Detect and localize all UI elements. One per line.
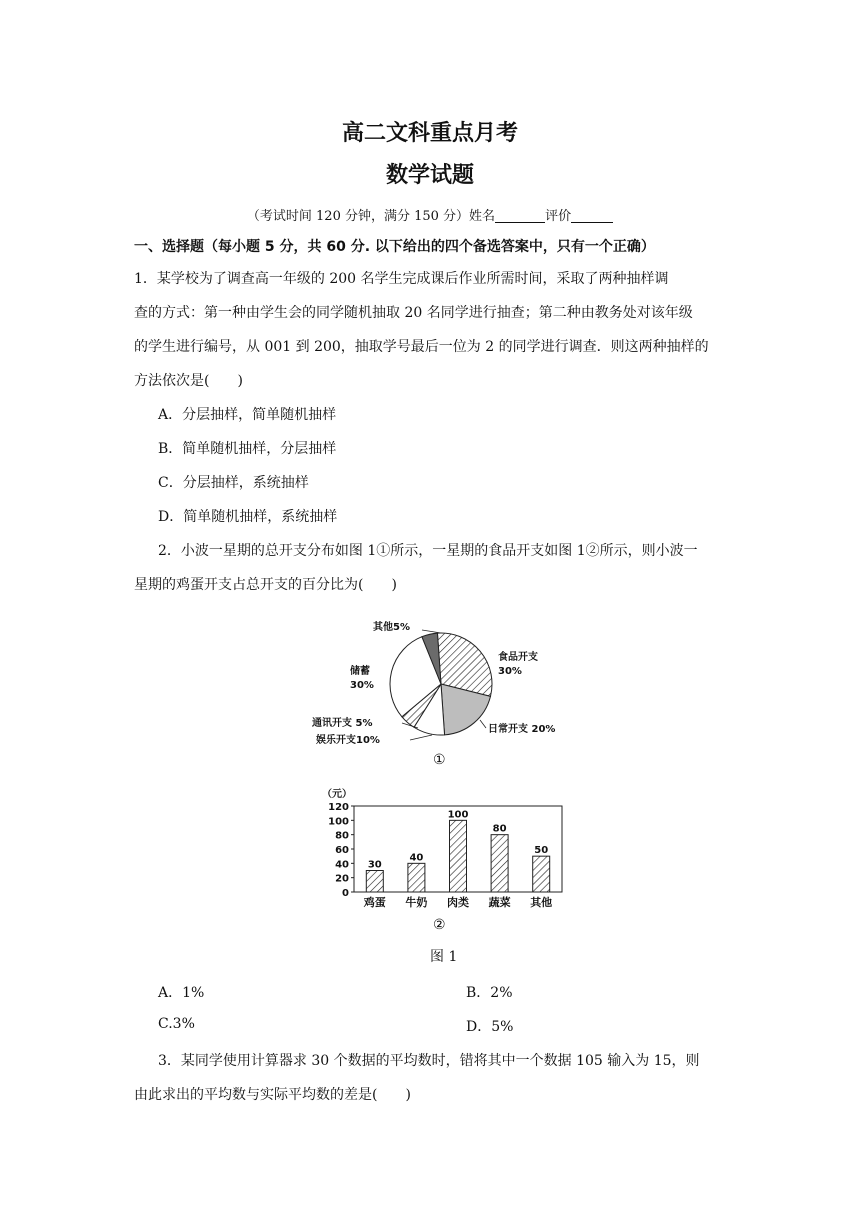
pie-chart-caption: ① bbox=[433, 752, 446, 768]
bar bbox=[366, 871, 383, 893]
name-blank[interactable] bbox=[495, 208, 545, 223]
pie-slice-label: 通讯开支 5% bbox=[312, 718, 373, 729]
y-tick-label: 80 bbox=[335, 830, 349, 842]
figure-caption: 图 1 bbox=[430, 949, 458, 965]
bar-value-label: 30 bbox=[367, 859, 382, 871]
pie-slice-label: 其他5% bbox=[373, 622, 410, 633]
q2-option-a[interactable]: A．1% bbox=[158, 985, 205, 1001]
q2-line-2: 星期的鸡蛋开支占总开支的百分比为( ) bbox=[134, 577, 397, 593]
q3-line-2: 由此求出的平均数与实际平均数的差是( ) bbox=[134, 1087, 411, 1103]
exam-info-prefix: （考试时间 120 分钟，满分 150 分）姓名 bbox=[246, 209, 496, 224]
bar-value-label: 40 bbox=[409, 852, 424, 864]
bar bbox=[450, 820, 467, 892]
bar-value-label: 100 bbox=[447, 809, 469, 821]
q3-line-1: 3．某同学使用计算器求 30 个数据的平均数时，错将其中一个数据 105 输入为 15，则 bbox=[158, 1053, 700, 1069]
bar bbox=[533, 856, 550, 892]
pie-chart bbox=[310, 612, 610, 772]
bar bbox=[408, 863, 425, 892]
q2-option-d[interactable]: D．5% bbox=[466, 1019, 514, 1035]
q2-option-b[interactable]: B．2% bbox=[466, 985, 513, 1001]
y-tick-label: 0 bbox=[342, 888, 349, 899]
y-tick-label: 20 bbox=[335, 873, 349, 885]
y-tick-label: 100 bbox=[328, 816, 349, 828]
y-tick-label: 60 bbox=[335, 845, 349, 856]
bar-chart bbox=[318, 788, 578, 918]
pie-slice-label: 食品开支 30% bbox=[498, 652, 538, 677]
pie-leader-line bbox=[422, 630, 441, 633]
q1-line-3: 的学生进行编号，从 001 到 200，抽取学号最后一位为 2 的同学进行调查．则这两种抽样的 bbox=[134, 339, 709, 355]
grade-blank[interactable] bbox=[571, 208, 613, 223]
pie-slice-label: 娱乐开支10% bbox=[316, 735, 380, 746]
q1-line-1: 1．某学校为了调查高一年级的 200 名学生完成课后作业所需时间，采取了两种抽样调 bbox=[134, 271, 669, 287]
pie-slice-label: 储蓄 30% bbox=[350, 666, 374, 691]
q2-line-1: 2．小波一星期的总开支分布如图 1①所示，一星期的食品开支如图 1②所示，则小波一 bbox=[158, 543, 698, 559]
x-category-label: 肉类 bbox=[447, 896, 469, 909]
pie-slice-label: 日常开支 20% bbox=[488, 724, 556, 735]
exam-info-grade: 评价 bbox=[545, 209, 572, 224]
bar-value-label: 80 bbox=[492, 823, 507, 835]
q1-option-d[interactable]: D．简单随机抽样，系统抽样 bbox=[158, 509, 338, 525]
q1-option-b[interactable]: B．简单随机抽样，分层抽样 bbox=[158, 441, 337, 457]
exam-info bbox=[0, 205, 860, 224]
x-category-label: 其他 bbox=[530, 896, 553, 909]
section-heading: 一、选择题（每小题 5 分，共 60 分. 以下给出的四个备选答案中，只有一个正确） bbox=[134, 239, 655, 255]
q1-line-4: 方法依次是( ) bbox=[134, 373, 243, 389]
x-category-label: 蔬菜 bbox=[488, 896, 511, 909]
y-tick-label: 120 bbox=[328, 802, 349, 813]
pie-leader-line bbox=[410, 735, 432, 740]
q1-option-c[interactable]: C．分层抽样，系统抽样 bbox=[158, 475, 309, 491]
x-category-label: 牛奶 bbox=[405, 896, 428, 909]
bar bbox=[491, 835, 508, 892]
q1-option-a[interactable]: A．分层抽样，简单随机抽样 bbox=[158, 407, 337, 423]
bar-chart-caption: ② bbox=[433, 917, 446, 933]
bar-value-label: 50 bbox=[534, 845, 549, 857]
pie-leader-line bbox=[480, 720, 486, 728]
y-axis-label: （元） bbox=[322, 789, 352, 800]
q1-line-2: 查的方式：第一种由学生会的同学随机抽取 20 名同学进行抽查；第二种由教务处对该年级 bbox=[134, 305, 693, 321]
q2-option-c[interactable]: C.3% bbox=[158, 1016, 195, 1032]
exam-title: 高二文科重点月考 bbox=[341, 121, 518, 146]
exam-subtitle: 数学试题 bbox=[385, 163, 474, 188]
x-category-label: 鸡蛋 bbox=[363, 896, 386, 909]
y-tick-label: 40 bbox=[335, 859, 349, 871]
